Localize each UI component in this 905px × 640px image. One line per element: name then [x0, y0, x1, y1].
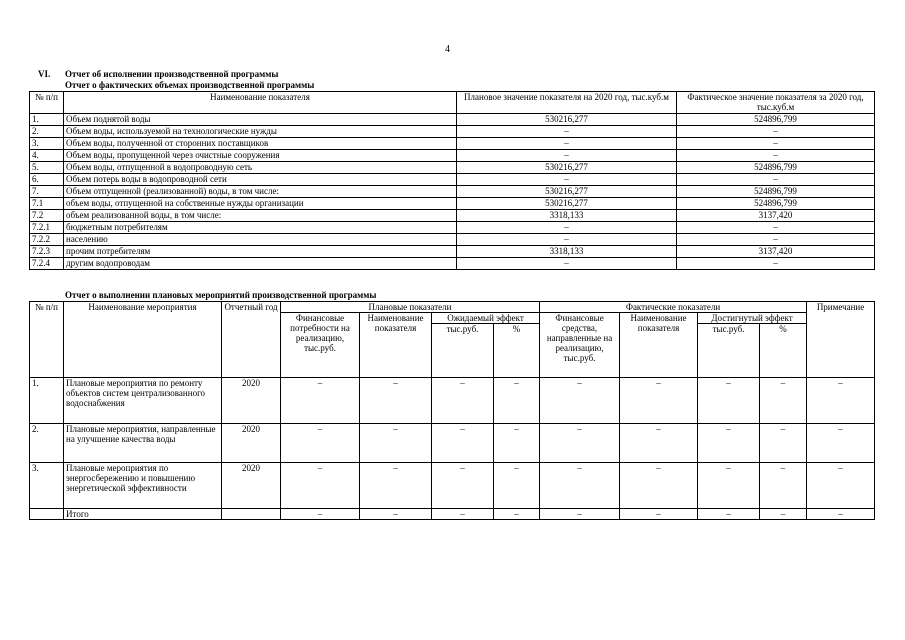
plan-group-header: Плановые показатели — [281, 302, 540, 313]
row-value: – — [281, 463, 360, 509]
fact-group-header: Фактические показатели — [540, 302, 807, 313]
row-fact: 524896,799 — [677, 114, 875, 126]
row-fact: – — [677, 150, 875, 162]
row-plan: 3318,133 — [457, 246, 677, 258]
row-name: Объем поднятой воды — [64, 114, 457, 126]
row-value: – — [807, 463, 875, 509]
row-value: – — [698, 463, 760, 509]
row-name: Объем воды, используемой на технологические нужды — [64, 126, 457, 138]
row-value: – — [807, 378, 875, 424]
table-row — [30, 246, 875, 258]
row-value: – — [360, 463, 432, 509]
row-value: – — [494, 463, 540, 509]
row-value: – — [281, 424, 360, 463]
row-plan: – — [457, 138, 677, 150]
total-year-cell — [222, 509, 281, 520]
total-value: – — [432, 509, 494, 520]
row-value: – — [760, 463, 807, 509]
row-plan: – — [457, 126, 677, 138]
row-year: 2020 — [222, 463, 281, 509]
col-year-header: Отчетный год — [222, 302, 281, 378]
measures-table — [29, 301, 875, 520]
row-name: объем реализованной воды, в том числе: — [64, 210, 457, 222]
row-value: – — [494, 424, 540, 463]
row-num: 1. — [30, 378, 64, 424]
row-fact: – — [677, 174, 875, 186]
row-plan: – — [457, 174, 677, 186]
table-row — [30, 258, 875, 270]
total-value: – — [494, 509, 540, 520]
row-value: – — [432, 424, 494, 463]
row-plan: – — [457, 222, 677, 234]
total-value: – — [360, 509, 432, 520]
row-name: Объем воды, полученной от сторонних поставщиков — [64, 138, 457, 150]
col-num-header: № п/п — [30, 92, 64, 114]
row-value: – — [360, 378, 432, 424]
row-name: Плановые мероприятия, направленные на улучшение качества воды — [64, 424, 222, 463]
table-row — [30, 126, 875, 138]
plan-fin-header: Финансовые потребности на реализацию, тыс.руб. — [281, 313, 360, 378]
row-num: 5. — [30, 162, 64, 174]
fact-pct-header: % — [760, 324, 807, 378]
row-value: – — [432, 378, 494, 424]
row-value: – — [620, 463, 698, 509]
row-value: – — [540, 378, 620, 424]
table-row — [30, 174, 875, 186]
table-row — [30, 138, 875, 150]
row-fact: – — [677, 234, 875, 246]
page-number: 4 — [445, 44, 450, 55]
row-name: бюджетным потребителям — [64, 222, 457, 234]
plan-eff-header: Ожидаемый эффект — [432, 313, 540, 324]
row-value: – — [540, 424, 620, 463]
row-num: 3. — [30, 463, 64, 509]
table-row — [30, 198, 875, 210]
row-value: – — [360, 424, 432, 463]
row-num: 7.2.2 — [30, 234, 64, 246]
row-num: 4. — [30, 150, 64, 162]
total-value: – — [698, 509, 760, 520]
row-plan: 530216,277 — [457, 186, 677, 198]
row-num: 7.2.4 — [30, 258, 64, 270]
row-num: 3. — [30, 138, 64, 150]
row-plan: – — [457, 234, 677, 246]
report1-title: Отчет о фактических объемах производственной программы — [65, 80, 315, 90]
total-value: – — [540, 509, 620, 520]
row-value: – — [620, 424, 698, 463]
table-row — [30, 114, 875, 126]
section-title-text: Отчет об исполнении производственной программы — [65, 69, 279, 79]
table-row — [30, 150, 875, 162]
fact-fin-header: Финансовые средства, направленные на реализацию, тыс.руб. — [540, 313, 620, 378]
row-value: – — [760, 424, 807, 463]
table-row — [30, 378, 875, 424]
row-name: другим водопроводам — [64, 258, 457, 270]
table-row — [30, 162, 875, 174]
row-name: Плановые мероприятия по ремонту объектов систем централизованного водоснабжения — [64, 378, 222, 424]
row-num: 2. — [30, 424, 64, 463]
table-row — [30, 463, 875, 509]
row-fact: 3137,420 — [677, 246, 875, 258]
row-num: 7.2 — [30, 210, 64, 222]
row-name: Объем воды, отпущенной в водопроводную сеть — [64, 162, 457, 174]
col-num-header: № п/п — [30, 302, 64, 378]
col-note-header: Примечание — [807, 302, 875, 378]
plan-pct-header: % — [494, 324, 540, 378]
row-value: – — [760, 378, 807, 424]
row-year: 2020 — [222, 378, 281, 424]
row-value: – — [807, 424, 875, 463]
total-value: – — [760, 509, 807, 520]
row-num: 1. — [30, 114, 64, 126]
row-value: – — [698, 378, 760, 424]
row-year: 2020 — [222, 424, 281, 463]
row-fact: – — [677, 222, 875, 234]
row-fact: 3137,420 — [677, 210, 875, 222]
row-value: – — [281, 378, 360, 424]
row-value: – — [494, 378, 540, 424]
section-roman: VI. — [38, 69, 51, 79]
row-num: 7.1 — [30, 198, 64, 210]
fact-eff-header: Достигнутый эффект — [698, 313, 807, 324]
table-header-row — [30, 302, 875, 313]
row-name: населению — [64, 234, 457, 246]
row-plan: 3318,133 — [457, 210, 677, 222]
total-row — [30, 509, 875, 520]
row-fact: – — [677, 138, 875, 150]
table-row — [30, 186, 875, 198]
total-num-cell — [30, 509, 64, 520]
plan-ind-header: Наименование показателя — [360, 313, 432, 378]
row-num: 2. — [30, 126, 64, 138]
table-row — [30, 234, 875, 246]
row-plan: 530216,277 — [457, 114, 677, 126]
row-plan: – — [457, 258, 677, 270]
plan-rub-header: тыс.руб. — [432, 324, 494, 378]
total-value: – — [281, 509, 360, 520]
volumes-table — [29, 91, 875, 270]
report2-title: Отчет о выполнении плановых мероприятий производственной программы — [65, 290, 377, 300]
row-fact: – — [677, 126, 875, 138]
row-num: 7.2.1 — [30, 222, 64, 234]
table-row — [30, 210, 875, 222]
table-row — [30, 222, 875, 234]
col-plan-header: Плановое значение показателя на 2020 год, тыс.куб.м — [457, 92, 677, 114]
table-header-row — [30, 92, 875, 114]
fact-ind-header: Наименование показателя — [620, 313, 698, 378]
fact-rub-header: тыс.руб. — [698, 324, 760, 378]
row-fact: – — [677, 258, 875, 270]
row-plan: – — [457, 150, 677, 162]
row-name: прочим потребителям — [64, 246, 457, 258]
row-plan: 530216,277 — [457, 162, 677, 174]
row-value: – — [432, 463, 494, 509]
row-fact: 524896,799 — [677, 162, 875, 174]
row-plan: 530216,277 — [457, 198, 677, 210]
row-fact: 524896,799 — [677, 186, 875, 198]
row-name: Плановые мероприятия по энергосбережению и повышению энергетической эффективности — [64, 463, 222, 509]
row-name: Объем отпущенной (реализованной) воды, в том числе: — [64, 186, 457, 198]
row-num: 7. — [30, 186, 64, 198]
row-name: объем воды, отпущенной на собственные нужды организации — [64, 198, 457, 210]
total-label: Итого — [64, 509, 222, 520]
row-name: Объем потерь воды в водопроводной сети — [64, 174, 457, 186]
row-num: 6. — [30, 174, 64, 186]
total-value: – — [807, 509, 875, 520]
row-fact: 524896,799 — [677, 198, 875, 210]
col-name-header: Наименование показателя — [64, 92, 457, 114]
total-value: – — [620, 509, 698, 520]
col-fact-header: Фактическое значение показателя за 2020 год, тыс.куб.м — [677, 92, 875, 114]
table-row — [30, 424, 875, 463]
row-value: – — [698, 424, 760, 463]
row-name: Объем воды, пропущенной через очистные сооружения — [64, 150, 457, 162]
section-title — [38, 69, 278, 80]
row-num: 7.2.3 — [30, 246, 64, 258]
row-value: – — [620, 378, 698, 424]
col-name-header: Наименование мероприятия — [64, 302, 222, 378]
row-value: – — [540, 463, 620, 509]
